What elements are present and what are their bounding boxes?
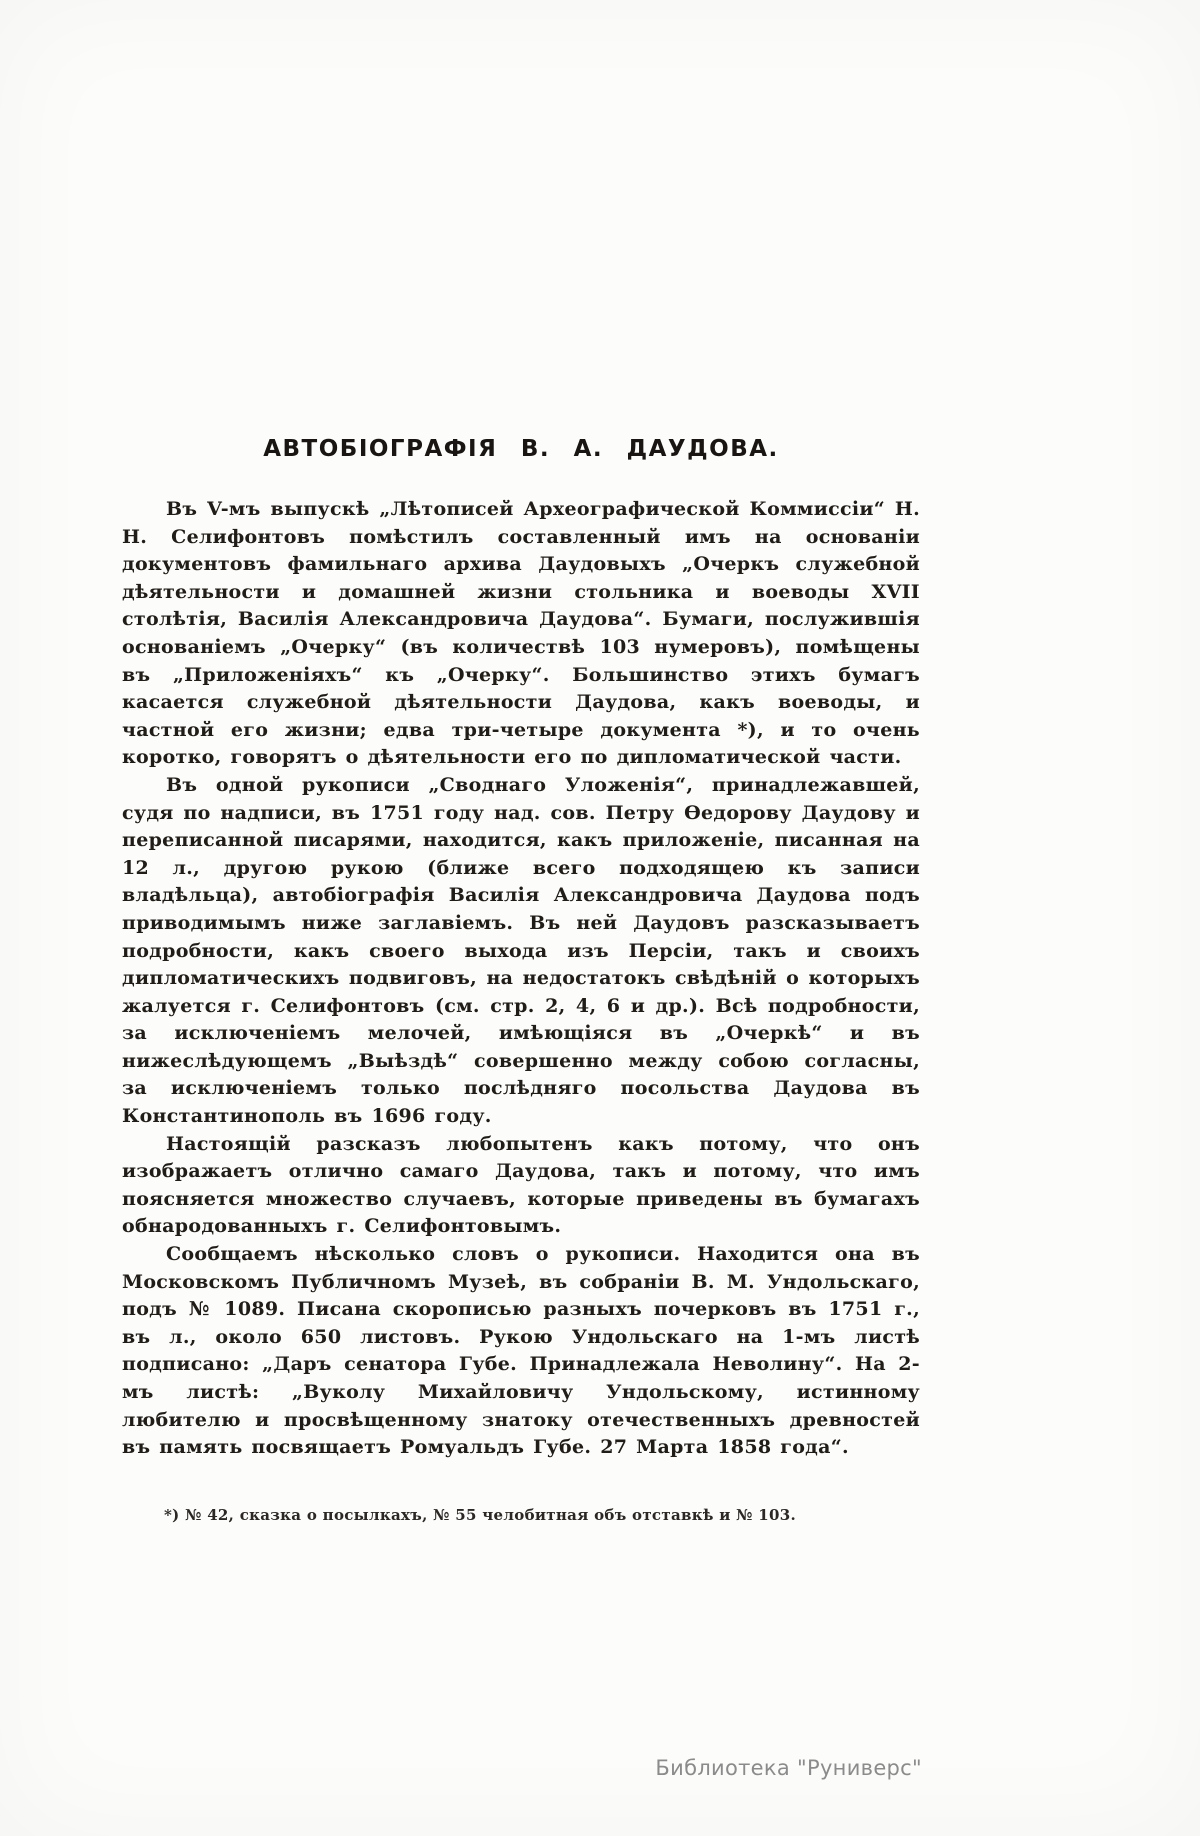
- paragraph-4: Сообщаемъ нѣсколько словъ о рукописи. Находится она въ Московскомъ Публичномъ Музеѣ, въ собраніи В. М. Ундольскаго, подъ № 1089. Писана скорописью разныхъ почерковъ въ 1751 г., въ л., около 650 листовъ. Рукою Ундольскаго на 1-мъ листѣ подписано: „Даръ сенатора Губе. Принадлежала Неволину“. На 2-мъ листѣ: „Вуколу Михайловичу Ундольскому, истинному любителю и просвѣщенному знатоку отечественныхъ древностей въ память посвящаетъ Ромуальдъ Губе. 27 Марта 1858 года“.: [122, 1243, 920, 1459]
- paragraph-1: Въ V-мъ выпускѣ „Лѣтописей Археографической Коммиссіи“ Н. Н. Селифонтовъ помѣстилъ составленный имъ на основаніи документовъ фамильнаго архива Даудовыхъ „Очеркъ служебной дѣятельности и домашней жизни стольника и воеводы XVII столѣтія, Василія Александровича Даудова“. Бумаги, послужившія основаніемъ „Очерку“ (въ количествѣ 103 нумеровъ), помѣщены въ „Приложеніяхъ“ къ „Очерку“. Большинство этихъ бумагъ касается служебной дѣятельности Даудова, какъ воеводы, и частной его жизни; едва три-четыре документа *), и то очень коротко, говорятъ о дѣятельности его по дипломатической части.: [122, 498, 920, 769]
- paragraph-2: Въ одной рукописи „Своднаго Уложенія“, принадлежавшей, судя по надписи, въ 1751 году над. сов. Петру Ѳедорову Даудову и переписанной писарями, находится, какъ приложеніе, писанная на 12 л., другою рукою (ближе всего подходящею къ записи владѣльца), автобіографія Василія Александровича Даудова подъ приводимымъ ниже заглавіемъ. Въ ней Даудовъ разсказываетъ подробности, какъ своего выхода изъ Персіи, такъ и своихъ дипломатическихъ подвиговъ, на недостатокъ свѣдѣній о которыхъ жалуется г. Селифонтовъ (см. стр. 2, 4, 6 и др.). Всѣ подробности, за исключеніемъ мелочей, имѣющіяся въ „Очеркѣ“ и въ нижеслѣдующемъ „Выѣздѣ“ совершенно между собою согласны, за исключеніемъ только послѣдняго посольства Даудова въ Константинополь въ 1696 году.: [122, 773, 920, 1128]
- footnote: *) № 42, сказка о посылкахъ, № 55 челобитная объ отставкѣ и № 103.: [164, 1505, 797, 1524]
- paragraph-3: Настоящій разсказъ любопытенъ какъ потому, что онъ изображаетъ отлично самаго Даудова, такъ и потому, что имъ поясняется множество случаевъ, которые приведены въ бумагахъ обнародованныхъ г. Селифонтовымъ.: [122, 1132, 920, 1238]
- text-block: [122, 436, 920, 1524]
- page-title: АВТОБІОГРАФІЯ В. А. ДАУДОВА.: [263, 436, 779, 462]
- library-watermark: Библиотека "Руниверс": [655, 1756, 922, 1780]
